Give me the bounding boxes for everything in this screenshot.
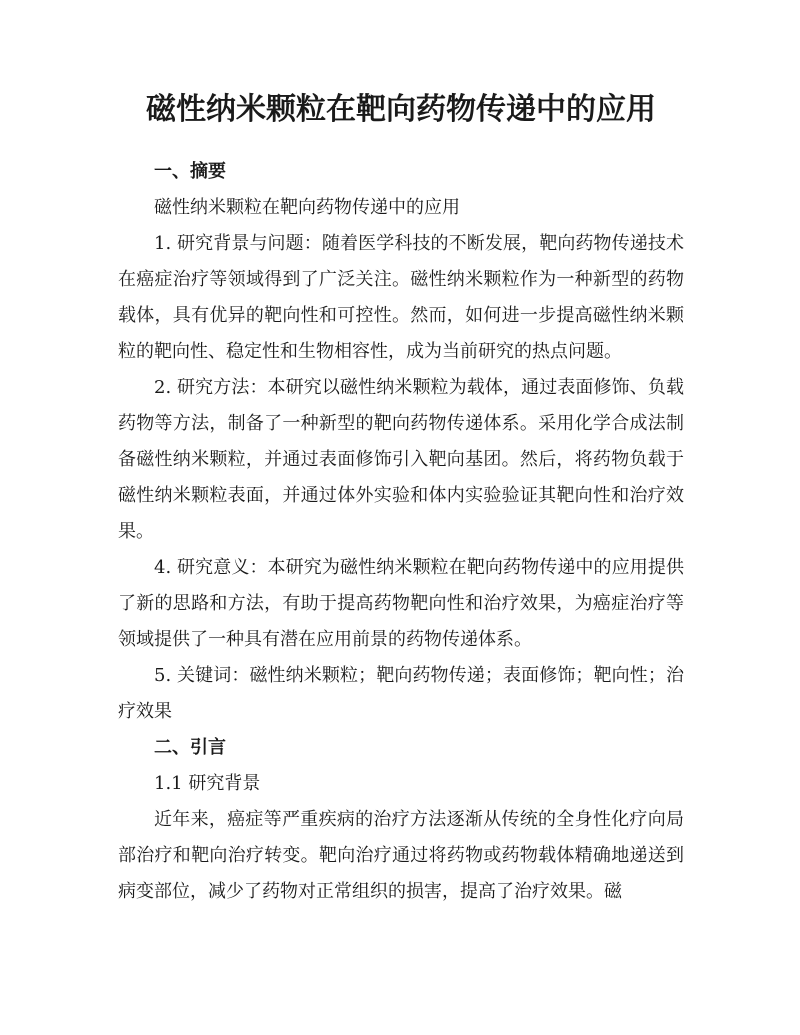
intro-heading: 二、引言: [154, 737, 226, 758]
intro-subheading: 1.1 研究背景: [154, 773, 261, 794]
intro-paragraph-background: 近年来，癌症等严重疾病的治疗方法逐渐从传统的全身性化疗向局部治疗和靶向治疗转变。靶向治疗通过将药物或药物载体精确地递送到病变部位，减少了药物对正常组织的损害，提高了治疗效果。磁: [118, 809, 684, 902]
document-page: [118, 88, 684, 910]
abstract-paragraph-methods: 2. 研究方法：本研究以磁性纳米颗粒为载体，通过表面修饰、负载药物等方法，制备了一种新型的靶向药物传递体系。采用化学合成法制备磁性纳米颗粒，并通过表面修饰引入靶向基团。然后，将药物负载于磁性纳米颗粒表面，并通过体外实验和体内实验验证其靶向性和治疗效果。: [118, 377, 684, 542]
abstract-paragraph-background: 1. 研究背景与问题：随着医学科技的不断发展，靶向药物传递技术在癌症治疗等领域得到了广泛关注。磁性纳米颗粒作为一种新型的药物载体，具有优异的靶向性和可控性。然而，如何进一步提高磁性纳米颗粒的靶向性、稳定性和生物相容性，成为当前研究的热点问题。: [118, 233, 684, 362]
title-spacer: [118, 132, 684, 154]
abstract-paragraph-keywords: 5. 关键词：磁性纳米颗粒；靶向药物传递；表面修饰；靶向性；治疗效果: [118, 665, 684, 722]
abstract-paragraph-significance: 4. 研究意义：本研究为磁性纳米颗粒在靶向药物传递中的应用提供了新的思路和方法，有助于提高药物靶向性和治疗效果，为癌症治疗等领域提供了一种具有潜在应用前景的药物传递体系。: [118, 557, 684, 650]
document-title: 磁性纳米颗粒在靶向药物传递中的应用: [146, 92, 656, 127]
abstract-heading: 一、摘要: [154, 161, 226, 182]
abstract-lead: 磁性纳米颗粒在靶向药物传递中的应用: [154, 197, 460, 218]
